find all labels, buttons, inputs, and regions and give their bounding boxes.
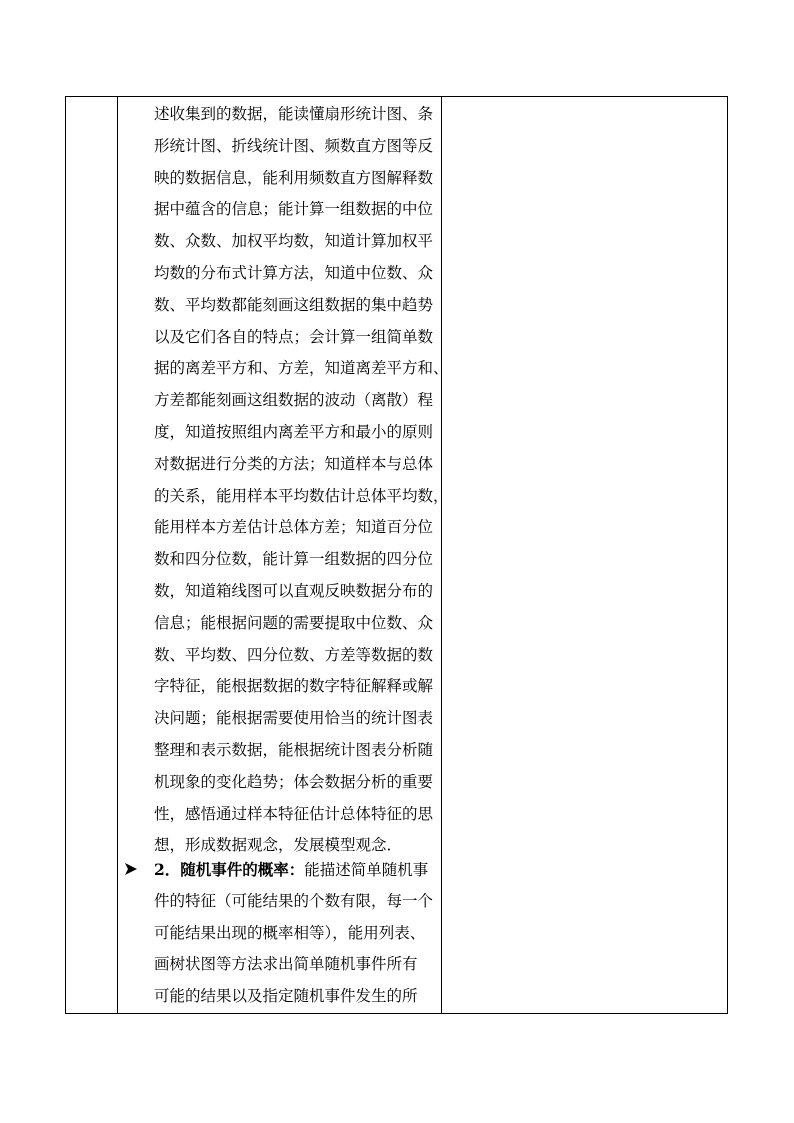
probability-paragraph: [154, 854, 438, 1013]
paragraph-line: 映的数据信息，能利用频数直方图解释数: [154, 168, 434, 187]
paragraph-line: 可能的结果以及指定随机事件发生的所: [154, 987, 418, 1006]
paragraph-line: 数和四分位数，能计算一组数据的四分位: [154, 550, 434, 569]
item-first-line-text: 能描述简单随机事: [304, 861, 429, 879]
paragraph-line: 性，感悟通过样本特征估计总体特征的思: [154, 804, 434, 823]
paragraph-line: 方差都能刻画这组数据的波动（离散）程: [154, 391, 434, 410]
paragraph-line: 述收集到的数据，能读懂扇形统计图、条: [154, 105, 434, 123]
paragraph-line: 画树状图等方法求出简单随机事件所有: [154, 955, 418, 974]
paragraph-line: 据的离差平方和、方差，知道离差平方和、: [154, 359, 449, 378]
paragraph-line: 形统计图、折线统计图、频数直方图等反: [154, 136, 434, 155]
statistics-paragraph: [154, 99, 449, 862]
paragraph-line: 字特征，能根据数据的数字特征解释或解: [154, 677, 434, 696]
table-column-divider-right: [441, 97, 442, 1013]
paragraph-line: 件的特征（可能结果的个数有限，每一个: [154, 891, 434, 910]
paragraph-line: 机现象的变化趋势；体会数据分析的重要: [154, 772, 434, 791]
table-column-divider-left: [117, 97, 118, 1013]
item-heading: 2．随机事件的概率：: [154, 860, 305, 879]
arrow-bullet-icon: [124, 861, 138, 875]
paragraph-line: 度，知道按照组内离差平方和最小的原则: [154, 422, 434, 441]
content-table: [65, 96, 728, 1014]
paragraph-line: 对数据进行分类的方法；知道样本与总体: [154, 454, 434, 473]
paragraph-line: 以及它们各自的特点；会计算一组简单数: [154, 327, 434, 346]
paragraph-line: 整理和表示数据，能根据统计图表分析随: [154, 740, 434, 759]
paragraph-line: 能用样本方差估计总体方差；知道百分位: [154, 518, 434, 537]
paragraph-line: 据中蕴含的信息；能计算一组数据的中位: [154, 200, 434, 219]
paragraph-line: 均数的分布式计算方法，知道中位数、众: [154, 263, 434, 282]
paragraph-line: 数、平均数都能刻画这组数据的集中趋势: [154, 295, 434, 314]
paragraph-line: 可能结果出现的概率相等），能用列表、: [154, 923, 426, 942]
paragraph-line: 想，形成数据观念，发展模型观念．: [154, 836, 403, 855]
item-first-line: [154, 854, 438, 886]
paragraph-line: 的关系，能用样本平均数估计总体平均数，: [154, 486, 449, 505]
paragraph-line: 数、平均数、四分位数、方差等数据的数: [154, 645, 434, 664]
paragraph-line: 信息；能根据问题的需要提取中位数、众: [154, 613, 434, 632]
paragraph-line: 数、众数、加权平均数，知道计算加权平: [154, 232, 434, 251]
paragraph-line: 决问题；能根据需要使用恰当的统计图表: [154, 709, 434, 728]
paragraph-line: 数，知道箱线图可以直观反映数据分布的: [154, 581, 434, 600]
